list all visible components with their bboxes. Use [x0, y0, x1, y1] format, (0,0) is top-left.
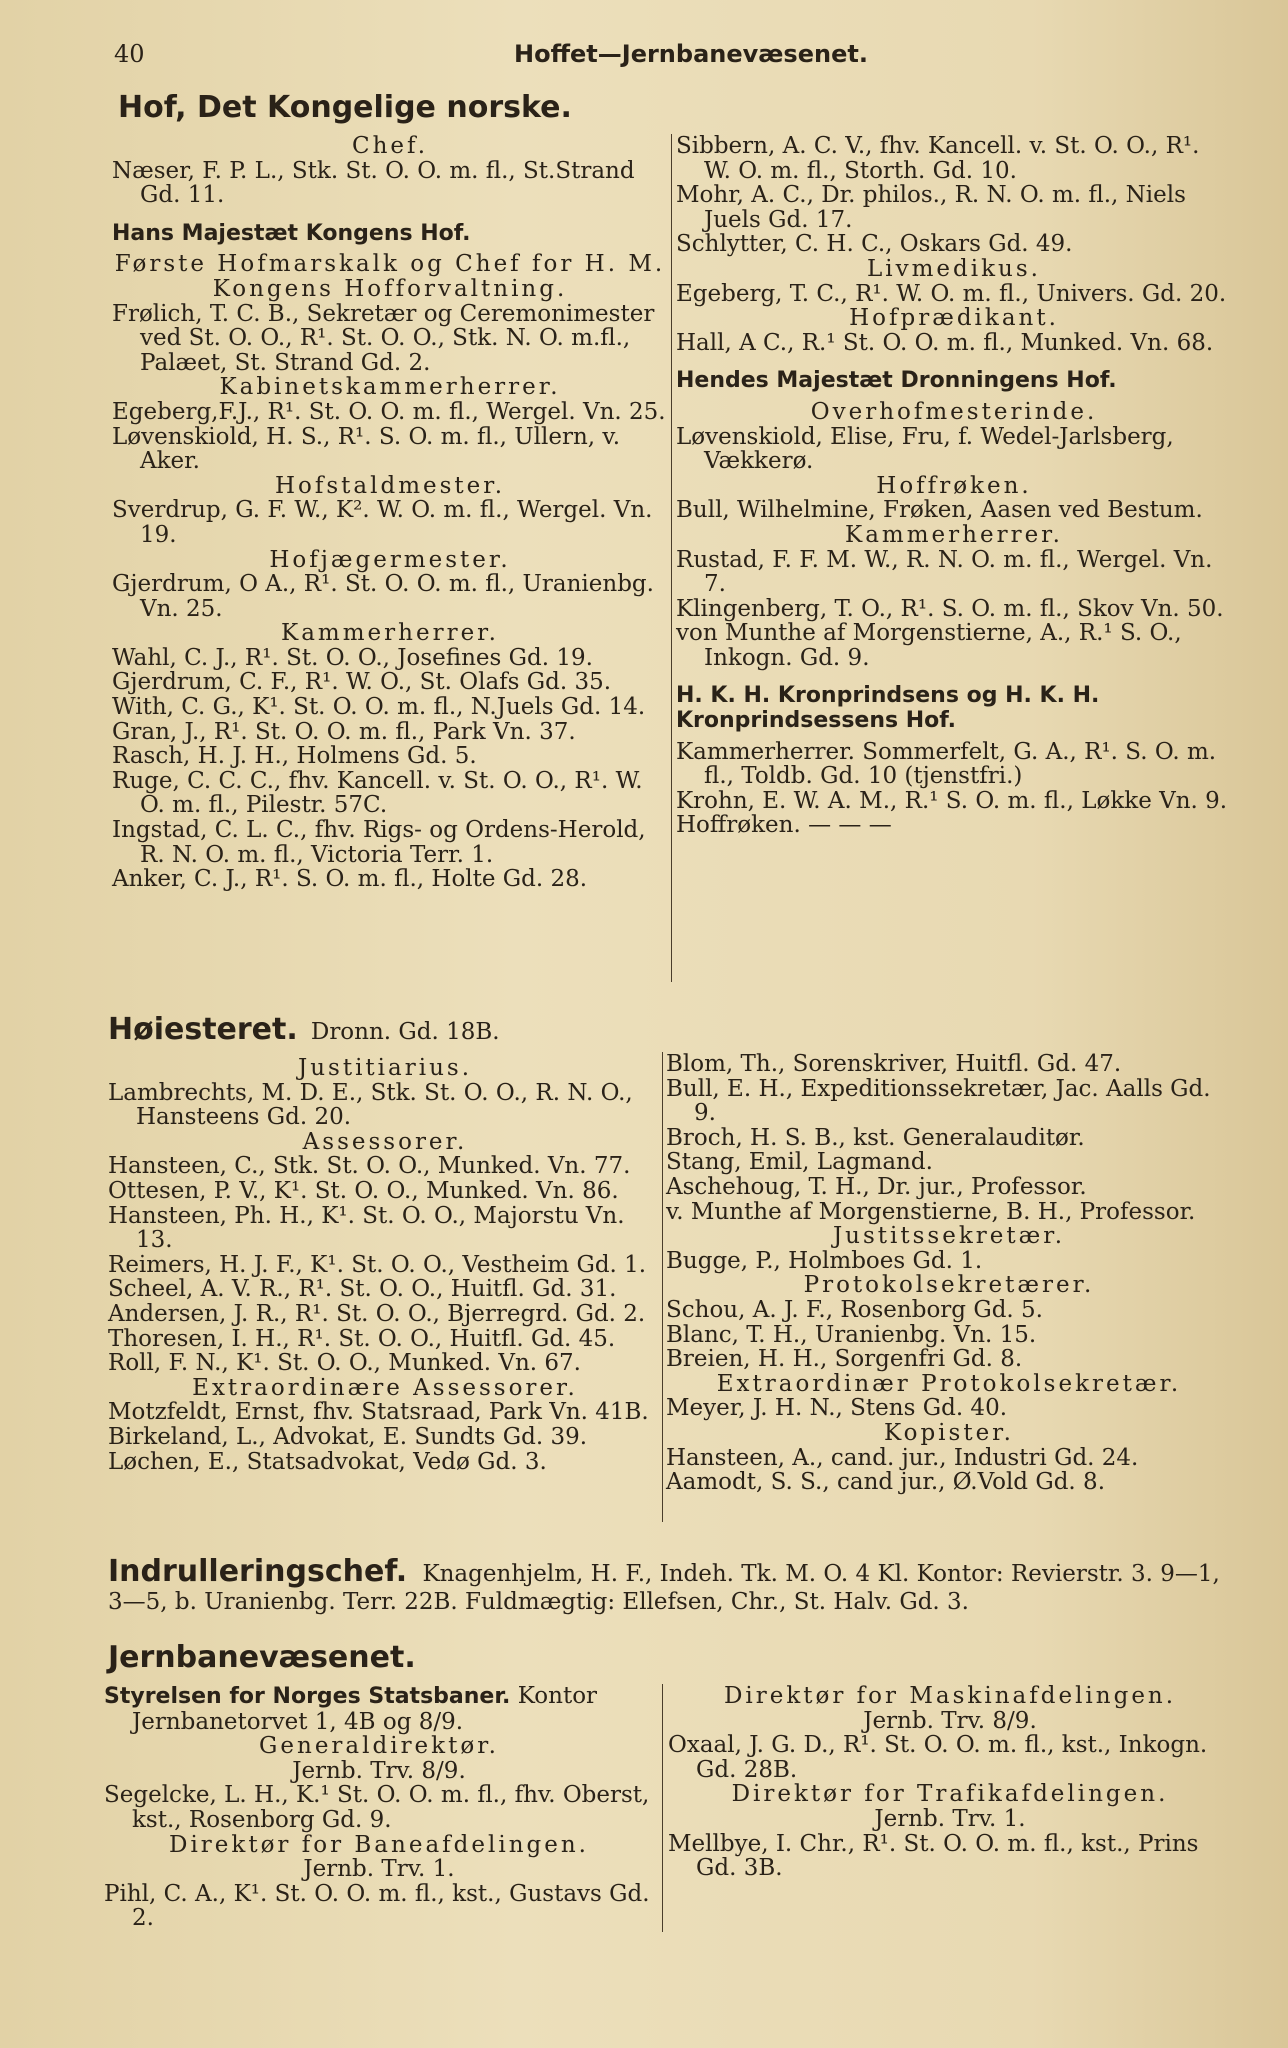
entry: Rasch, H. J. H., Holmens Gd. 5.	[112, 743, 477, 770]
entry-text: Kontor Jernbanetorvet 1, 4B og 8/9.	[132, 1683, 598, 1735]
subheading: Overhofmesterinde.	[810, 398, 1098, 425]
entry: Klingenberg, T. O., R¹. S. O. m. fl., Skov Vn. 50.	[676, 595, 1224, 622]
subheading: Extraordinære Assessorer.	[192, 1374, 578, 1401]
entry: Thoresen, I. H., R¹. St. O. O., Huitfl. Gd. 45.	[108, 1325, 616, 1352]
entry: Hansteen, A., cand. jur., Industri Gd. 24.	[666, 1444, 1139, 1471]
hof-right-column	[676, 134, 1232, 838]
entry: Egeberg,F.J., R¹. St. O. O. m. fl., Wergel. Vn. 25.	[112, 398, 666, 425]
jernbane-left-column	[104, 1684, 654, 1931]
entry: Sibbern, A. C. V., fhv. Kancell. v. St. O. O., R¹. W. O. m. fl., Storth. Gd. 10.	[676, 133, 1200, 184]
entry: Løchen, E., Statsadvokat, Vedø Gd. 3.	[108, 1448, 547, 1475]
entry: Gran, J., R¹. St. O. O. m. fl., Park Vn. 37.	[112, 718, 576, 745]
entry: Aamodt, S. S., cand jur., Ø.Vold Gd. 8.	[666, 1469, 1105, 1496]
subheading: Kopister.	[884, 1419, 1014, 1446]
entry-heading: Styrelsen for Norges Statsbaner.	[104, 1684, 511, 1709]
jernbane-right-column	[668, 1684, 1232, 1881]
subheading: Livmedikus.	[867, 255, 1041, 282]
subheading: Assessorer.	[302, 1128, 468, 1155]
entry: Krohn, E. W. A. M., R.¹ S. O. m. fl., Løkke Vn. 9.	[676, 787, 1228, 814]
hoiesteret-address: Dronn. Gd. 18B.	[310, 1019, 500, 1045]
entry: Ruge, C. C. C., fhv. Kancell. v. St. O. O., R¹. W. O. m. fl., Pilestr. 57C.	[112, 767, 643, 819]
entry: Lambrechts, M. D. E., Stk. St. O. O., R. N. O., Hansteens Gd. 20.	[108, 1079, 633, 1131]
entry: Hoffrøken. — — —	[676, 812, 892, 839]
subheading: Direktør for Trafikafdelingen.	[731, 1781, 1169, 1808]
subheading: Extraordinær Protokolsekretær.	[716, 1370, 1182, 1397]
entry: Sverdrup, G. F. W., K². W. O. m. fl., Wergel. Vn. 19.	[112, 497, 653, 548]
entry: Kammerherrer. Sommerfelt, G. A., R¹. S. O. m. fl., Toldb. Gd. 10 (tjenstfri.)	[676, 738, 1217, 790]
subheading: Generaldirektør.	[259, 1733, 499, 1760]
subheading: Jernb. Trv. 1.	[874, 1805, 1026, 1832]
entry: Roll, F. N., K¹. St. O. O., Munked. Vn. 67.	[108, 1350, 581, 1377]
entry: Reimers, H. J. F., K¹. St. O. O., Vestheim Gd. 1.	[108, 1251, 647, 1278]
section-title-hoiesteret	[108, 1012, 500, 1047]
entry: Oxaal, J. G. D., R¹. St. O. O. m. fl., kst., Inkogn. Gd. 28B.	[668, 1732, 1208, 1783]
entry: Scheel, A. V. R., R¹. St. O. O., Huitfl. Gd. 31.	[108, 1276, 617, 1303]
entry: Hall, A C., R.¹ St. O. O. m. fl., Munked. Vn. 68.	[676, 329, 1214, 356]
entry: Andersen, J. R., R¹. St. O. O., Bjerregrd. Gd. 2.	[108, 1300, 646, 1327]
subheading: Jernb. Trv. 8/9.	[863, 1707, 1037, 1734]
hoiesteret-title: Høiesteret.	[108, 1012, 298, 1047]
subheading: Kammerherrer.	[281, 620, 499, 647]
subheading: Hofjægermester.	[269, 546, 511, 573]
entry: Motzfeldt, Ernst, fhv. Statsraad, Park Vn. 41B.	[108, 1399, 649, 1426]
page-number: 40	[114, 40, 145, 68]
entry: Gjerdrum, O A., R¹. St. O. O. m. fl., Uranienbg. Vn. 25.	[112, 571, 654, 622]
section-title-jernbane: Jernbanevæsenet.	[108, 1640, 416, 1675]
column-divider	[662, 1052, 663, 1522]
entry: Mohr, A. C., Dr. philos., R. N. O. m. fl., Niels Juels Gd. 17.	[676, 182, 1186, 233]
column-divider	[671, 134, 672, 982]
subheading: Direktør for Maskinafdelingen.	[723, 1683, 1177, 1709]
entry: Schlytter, C. H. C., Oskars Gd. 49.	[676, 231, 1073, 258]
entry: Meyer, J. H. N., Stens Gd. 40.	[666, 1395, 1008, 1422]
section-heading: H. K. H. Kronprindsens og H. K. H. Kronprindsessens Hof.	[676, 683, 1100, 734]
entry: v. Munthe af Morgenstierne, B. H., Professor.	[666, 1198, 1196, 1225]
entry: Egeberg, T. C., R¹. W. O. m. fl., Univers. Gd. 20.	[676, 280, 1227, 307]
entry: Blom, Th., Sorenskriver, Huitfl. Gd. 47.	[666, 1051, 1122, 1077]
subheading: Chef.	[351, 133, 429, 159]
subheading: Første Hofmarskalk og Chef for H. M. Kongens Hofforvaltning.	[114, 251, 666, 302]
subheading: Justitiarius.	[297, 1055, 473, 1081]
hoiesteret-right-column	[666, 1052, 1232, 1495]
entry	[104, 1684, 654, 1734]
subheading: Hofstaldmester.	[274, 472, 506, 499]
entry: Anker, C. J., R¹. S. O. m. fl., Holte Gd. 28.	[112, 866, 588, 893]
entry: Næser, F. P. L., Stk. St. O. O. m. fl., St.Strand Gd. 11.	[112, 157, 635, 209]
indrullering-text: Knagenhjelm, H. F., Indeh. Tk. M. O. 4 Kl. Kontor: Revierstr. 3. 9—1, 3—5, b. Uranienbg. Terr. 22B. Fuldmægtig: Ellefsen, Chr., St. Halv. Gd. 3.	[108, 1561, 1220, 1615]
entry: Wahl, C. J., R¹. St. O. O., Josefines Gd. 19.	[112, 644, 593, 671]
entry: Breien, H. H., Sorgenfri Gd. 8.	[666, 1346, 1023, 1373]
entry: With, C. G., K¹. St. O. O. m. fl., N.Juels Gd. 14.	[112, 694, 646, 721]
subheading: Jernb. Trv. 8/9.	[292, 1757, 466, 1784]
entry: Løvenskiold, Elise, Fru, f. Wedel-Jarlsberg, Vækkerø.	[676, 423, 1174, 475]
running-title: Hoffet—Jernbanevæsenet.	[514, 40, 868, 68]
entry: Pihl, C. A., K¹. St. O. O. m. fl., kst., Gustavs Gd. 2.	[104, 1880, 650, 1932]
entry: Hansteen, Ph. H., K¹. St. O. O., Majorstu Vn. 13.	[108, 1202, 625, 1254]
entry: Løvenskiold, H. S., R¹. S. O. m. fl., Ullern, v. Aker.	[112, 423, 620, 475]
entry: Rustad, F. F. M. W., R. N. O. m. fl., Wergel. Vn. 7.	[676, 546, 1213, 598]
entry: Ingstad, C. L. C., fhv. Rigs- og Ordens-Herold, R. N. O. m. fl., Victoria Terr. 1.	[112, 817, 646, 868]
subheading: Kabinetskammerherrer.	[219, 374, 561, 401]
column-divider	[662, 1684, 663, 1932]
entry: Frølich, T. C. B., Sekretær og Ceremonimester ved St. O. O., R¹. St. O. O., Stk. N. O. m.fl., Palæet, St. Strand Gd. 2.	[112, 300, 655, 376]
entry: Segelcke, L. H., K.¹ St. O. O. m. fl., fhv. Oberst, kst., Rosenborg Gd. 9.	[104, 1782, 650, 1833]
entry: Broch, H. S. B., kst. Generalauditør.	[666, 1124, 1085, 1151]
entry: Bugge, P., Holmboes Gd. 1.	[666, 1247, 983, 1274]
hoiesteret-left-column	[108, 1056, 662, 1474]
indrullering-block	[108, 1554, 1232, 1616]
entry: Bull, E. H., Expeditionssekretær, Jac. Aalls Gd. 9.	[666, 1075, 1211, 1127]
entry: Gjerdrum, C. F., R¹. W. O., St. Olafs Gd. 35.	[112, 669, 612, 696]
entry: Hansteen, C., Stk. St. O. O., Munked. Vn. 77.	[108, 1153, 631, 1180]
entry: Schou, A. J. F., Rosenborg Gd. 5.	[666, 1296, 1043, 1323]
entry: Blanc, T. H., Uranienbg. Vn. 15.	[666, 1321, 1037, 1348]
subheading: Protokolsekretærer.	[803, 1272, 1095, 1299]
entry: Aschehoug, T. H., Dr. jur., Professor.	[666, 1173, 1087, 1200]
hof-left-column	[112, 134, 668, 892]
entry: Stang, Emil, Lagmand.	[666, 1149, 933, 1176]
entry: Birkeland, L., Advokat, E. Sundts Gd. 39.	[108, 1423, 588, 1450]
section-heading: Hans Majestæt Kongens Hof.	[112, 220, 471, 246]
subheading: Jernb. Trv. 1.	[303, 1856, 455, 1883]
subheading: Direktør for Baneafdelingen.	[169, 1831, 589, 1858]
entry: von Munthe af Morgenstierne, A., R.¹ S. O., Inkogn. Gd. 9.	[676, 620, 1182, 671]
subheading: Kammerherrer.	[845, 521, 1063, 548]
section-heading: Hendes Majestæt Dronningens Hof.	[676, 368, 1117, 394]
subheading: Hofprædikant.	[849, 305, 1059, 332]
entry: Bull, Wilhelmine, Frøken, Aasen ved Bestum.	[676, 497, 1203, 524]
indrullering-title: Indrulleringschef.	[108, 1554, 408, 1589]
subheading: Hoffrøken.	[876, 472, 1032, 499]
section-title-hof: Hof, Det Kongelige norske.	[118, 90, 572, 125]
subheading: Justitssekretær.	[832, 1223, 1066, 1250]
entry: Ottesen, P. V., K¹. St. O. O., Munked. Vn. 86.	[108, 1177, 619, 1204]
entry: Mellbye, I. Chr., R¹. St. O. O. m. fl., kst., Prins Gd. 3B.	[668, 1830, 1199, 1882]
